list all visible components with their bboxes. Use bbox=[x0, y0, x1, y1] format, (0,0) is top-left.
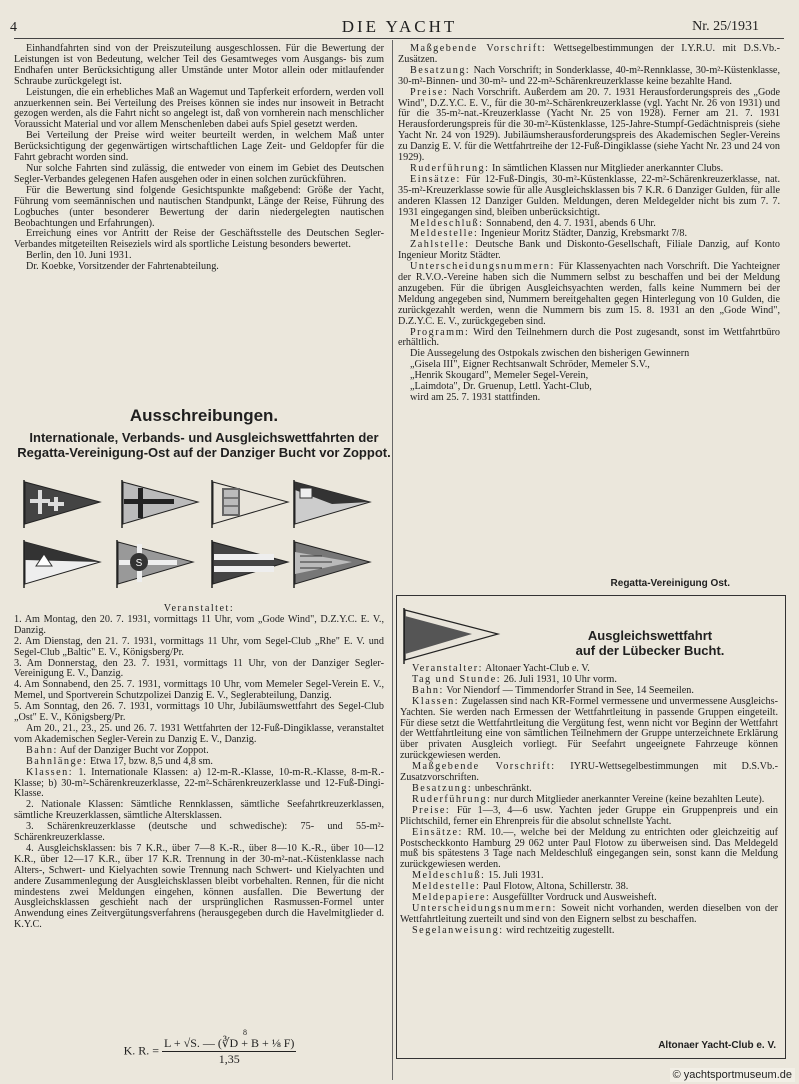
entry bbox=[400, 926, 778, 937]
event-item: 3. Am Donnerstag, den 23. 7. 1931, vormittags 11 Uhr, von der Danziger Segler-Vereinigung E. V., Danzig. bbox=[14, 657, 384, 680]
club-burgee-flag bbox=[22, 540, 102, 588]
entry-label: Zahlstelle: bbox=[410, 239, 470, 251]
club-burgee-flag bbox=[210, 540, 290, 588]
entry-text: Paul Flotow, Altona, Schillerstr. 38. bbox=[482, 881, 629, 893]
entry-label: Meldepapiere: bbox=[412, 892, 491, 904]
entry-text: nur durch Mitglieder anerkannter Vereine (keine bezahlten Leute). bbox=[494, 793, 765, 805]
luebeck-title bbox=[520, 628, 780, 658]
entry bbox=[400, 904, 778, 926]
paragraph: Bei Verteilung der Preise wird weiter beurteilt werden, in welchem Maß unter Berücksichtigung der gegenwärtigen wirtschaftlichen Lage Zeit- und Geldopfer für die Fahrt gebracht worden sind. bbox=[14, 130, 384, 164]
entry-text: Sonnabend, den 4. 7. 1931, abends 6 Uhr. bbox=[486, 217, 656, 229]
klassen-label: Klassen: bbox=[26, 766, 74, 778]
altonaer-burgee-flag bbox=[402, 608, 502, 664]
luebeck-title-line: Ausgleichswettfahrt bbox=[587, 628, 713, 643]
column-divider bbox=[392, 40, 393, 1080]
paragraph: Nur solche Fahrten sind zulässig, die entweder von einem im Gebiet des Deutschen Segler-Verbandes gelegenen Hafen ausgehen oder in einen solchen zurückführen. bbox=[14, 162, 384, 185]
entry-label: Programm: bbox=[410, 326, 470, 338]
entry-label: Maßgebende Vorschrift: bbox=[412, 761, 556, 773]
bahn-label: Bahn: bbox=[26, 744, 58, 756]
event-item: 1. Am Montag, den 20. 7. 1931, vormittags 11 Uhr, vom „Gode Wind", D.Z.Y.C. E. V., Danzig. bbox=[14, 613, 384, 636]
club-burgee-flag bbox=[292, 480, 372, 528]
entry-text: Ingenieur Moritz Städter, Danzig, Krebsmarkt 7/8. bbox=[480, 228, 688, 240]
paragraph: Einhandfahrten sind von der Preiszuteilung ausgeschlossen. Für die Bewertung der Leistungen ist von Bedeutung, welcher Teil des Gesamtweges vom Ausgangs- bis zum Endhafen unter Berücksichtigung aller Umstände unter Motor allein oder mitlaufender Schraube zurückgelegt ist. bbox=[14, 43, 384, 87]
formula-denominator: 1,35 bbox=[218, 1052, 240, 1066]
kr-formula bbox=[80, 1028, 340, 1067]
header-rule bbox=[14, 38, 784, 39]
entry-label: Besatzung: bbox=[412, 782, 473, 794]
entry-label: Meldeschluß: bbox=[412, 870, 486, 882]
entry-text: Wettsegelbestimmungen der I.Y.R.U. mit D.S.Vb.-Zusätzen. bbox=[398, 43, 780, 65]
entry-text: Nach Vorschrift; in Sonderklasse, 40-m²-Rennklasse, 30-m²-Küstenklasse, 30-m²-Binnen- und 30-m²- und 22-m²-Schärenkreuzerklasse keine bezahlte Hand. bbox=[398, 64, 780, 87]
ostpokal-yacht: „Henrik Skougard", Memeler Segel-Verein, bbox=[410, 370, 589, 382]
entry-label: Maßgebende Vorschrift: bbox=[410, 43, 547, 54]
club-burgee-flag bbox=[115, 540, 195, 588]
entry-label: Preise: bbox=[412, 804, 451, 816]
entry-text: Wird den Teilnehmern durch die Post zugesandt, sonst im Wettfahrtbüro erhältlich. bbox=[398, 326, 780, 349]
entry-text: Soweit nicht vorhanden, werden dieselben von der Wettfahrtleitung zuerteilt und sind von den Eignern selbst zu beschaffen. bbox=[400, 902, 778, 925]
event-item: 4. Am Sonnabend, den 25. 7. 1931, vormittags 10 Uhr, vom Memeler Segel-Verein E. V., Memel, und Sportverein Schutzpolizei Danzig E. V., Seglerabteilung, Danzig. bbox=[14, 679, 384, 702]
entry-label: Besatzung: bbox=[410, 64, 471, 76]
event-item: 2. Am Dienstag, den 21. 7. 1931, vormittags 11 Uhr, vom Segel-Club „Rhe" E. V. und Segel-Club „Baltic" E. V., Königsberg/Pr. bbox=[14, 635, 384, 658]
entry bbox=[398, 88, 780, 164]
entry bbox=[398, 262, 780, 327]
formula-numerator: L + √S. — (∛D + B + ⅛ F) bbox=[164, 1036, 295, 1050]
klassen-item: 3. Schärenkreuzerklasse (deutsche und schwedische): 75- und 55-m²-Schärenkreuzerklasse. bbox=[14, 821, 384, 844]
museum-watermark: © yachtsportmuseum.de bbox=[670, 1068, 795, 1082]
entry-text: Für Klassenyachten nach Vorschrift. Die Yachteigner der R.V.O.-Vereine haben sich die Nummern selbst zu beschaffen und bei der Meldung anzugeben. Für die übrigen Ausgleichsyachten werden, falls keine Nummern bei der Meldung angegeben sind, Nummern bereitgehalten gegen Hinterlegung von 10 Gulden, die zurückgezahlt werden, wenn die Nummern bis zum 15. 8. 1931 an den „Gode Wind", D.Z.Y.C. E. V., zurückgegeben sind. bbox=[398, 261, 780, 327]
entry-text: Für 1—3, 4—6 usw. Yachten jeder Gruppe ein Gruppenpreis und ein Plichtschild, ferner ein Ehrenpreis für die absolut schnellste Yacht. bbox=[400, 804, 779, 827]
club-burgee-flag bbox=[120, 480, 200, 528]
entry bbox=[398, 44, 780, 66]
entry-label: Unterscheidungsnummern: bbox=[410, 261, 555, 273]
paragraph: Erreichung eines vor Antritt der Reise der Geschäftsstelle des Deutschen Segler-Verbandes mitgeteilten Reiseziels wird als sportliche Leistung besonders bewertet. bbox=[14, 228, 384, 251]
entry-text: Altonaer Yacht-Club e. V. bbox=[484, 663, 590, 674]
bahnlaenge-text: Etwa 17, bzw. 8,5 und 4,8 sm. bbox=[89, 755, 213, 767]
ostpokal-yacht: „Laimdota", Dr. Gruenup, Lettl. Yacht-Club, bbox=[410, 381, 592, 393]
entry-label: Ruderführung: bbox=[412, 793, 492, 805]
entry-text: Vor Niendorf — Timmendorfer Strand in See, 14 Seemeilen. bbox=[446, 684, 694, 696]
formula-exponent: 8 bbox=[243, 1028, 247, 1037]
entry-label: Tag und Stunde: bbox=[412, 673, 502, 685]
klassen-item: 2. Nationale Klassen: Sämtliche Rennklassen, sämtliche Seefahrtkreuzerklassen, sämtliche Kreuzerklassen, sämtliche Altersklassen. bbox=[14, 799, 384, 822]
altonaer-signature: Altonaer Yacht-Club e. V. bbox=[658, 1040, 776, 1051]
formula-lhs: K. R. = bbox=[123, 1043, 159, 1058]
page-number: 4 bbox=[10, 20, 17, 35]
left-events-text bbox=[14, 604, 384, 931]
right-regatta-text bbox=[398, 44, 780, 404]
running-title: DIE YACHT bbox=[341, 17, 458, 36]
club-burgee-flag bbox=[210, 480, 290, 528]
klassen-item: 4. Ausgleichsklassen: bis 7 K.R., über 7—8 K.-R., über 8—10 K.-R., über 10—12 K.R., über 12—17 K.R., über 17 K.R. Trennung in der 30-m²-nat.-Küstenklasse nach Alters-, Schwert- und Kielyachten sowie Trennung nach Schwert- und Kielyachten und andere Zusammenlegung der Ausgleichsklassen bleibt vorbehalten. Rennen, für die nicht mindestens zwei Meldungen eingehen, können ausfallen. Die Bewertung der Ausgleichsklassen geschieht nach der ursprünglichen Rasmussen-Formel unter Anwendung eines Zeitvergütungsverfahrens (herausgegeben durch die Havelmitglieder d. K.Y.C. bbox=[14, 842, 384, 931]
entry bbox=[398, 175, 780, 219]
left-intro-text bbox=[14, 44, 384, 273]
klassen-item: 1. Internationale Klassen: a) 12-m-R.-Klasse, 10-m-R.-Klasse, 8-m-R.-Klasse; b) 30-m²-Schärenkreuzerklasse, 22-m²-Schärenkreuzerklasse und 12-Fuß-Dingi-Klasse. bbox=[14, 766, 385, 800]
entry-text: wird rechtzeitig zugestellt. bbox=[506, 924, 615, 936]
luebeck-text bbox=[400, 664, 778, 937]
paragraph: Leistungen, die ein erhebliches Maß an Wagemut und Tapferkeit erfordern, werden voll anzuerkennen sein. Bei Verteilung des Preises können sie indes nur insoweit in Betracht gezogen werden, als die Fahrt nicht so angelegt ist, daß von vornherein nach menschlicher Voraussicht Material und vor allem Menschenleben dabei aufs Spiel gesetzt werden. bbox=[14, 86, 384, 131]
entry-text: Für 12-Fuß-Dingis, 30-m²-Küstenklasse, 22-m²-Schärenkreuzerklasse, nat. 35-m²-Kreuzerklasse sowie für alle Ausgleichsklassen bis 7 K.R. 6 Danziger Gulden, für alle anderen Klassen 12 Danziger Gulden. Meldungen, deren Meldegelder nicht bis zum 7. 7. 1931 eingegangen sind, bleiben unberücksichtigt. bbox=[398, 173, 781, 218]
ostpokal-end: wird am 25. 7. 1931 stattfinden. bbox=[410, 392, 541, 403]
entry-text: Zugelassen sind nach KR-Formel vermessene und unvermessene Ausgleichs-Yachten. Sie werden nach Ermessen der Wettfahrtleitung in passende Gruppen eingeteilt. Für diese setzt die Wettfahrtleitung die Vergütung fest, wenn nicht vor Beginn der Wettfahrt der Wettfahrtleitung eine von sämtlichen Teilnehmern der Gruppe unterzeichnete Erklärung über privaten Ausgleich vorliegt. Für Seefahrt ungeeignete Fahrzeuge können zurückgewiesen werden. bbox=[400, 695, 778, 762]
entry bbox=[398, 328, 780, 350]
klassen-entry bbox=[14, 768, 384, 801]
entry-label: Unterscheidungsnummern: bbox=[412, 902, 557, 914]
entry-label: Bahn: bbox=[412, 684, 444, 696]
entry bbox=[400, 697, 778, 762]
entry-text: Nach Vorschrift. Außerdem am 20. 7. 1931 Herausforderungspreis des „Gode Wind", D.Z.Y.C. E. V., für die 30-m²-Schärenkreuzerklasse (vgl. Yacht Nr. 26 von 1931) und für die 35-m²-nat.-Kreuzerklasse (Yacht Nr. 25 von 1928). Ferner am 21. 7. 1931 Herausforderungspreis für die 30-m²-Küstenklasse, 125-Jahre-Stumpf-Gedächtnispreis (siehe Yacht Nr. 24 von 1929). Jubiläumsherausforderungspreis des Akademischen Segler-Vereins zu Danzig E. V. für die Wettfahrtreihe der 12-Fuß-Dingiklasse (siehe Yacht Nr. 23 und 24 von 1929). bbox=[398, 86, 781, 164]
section-title: Ausschreibungen. bbox=[129, 406, 279, 425]
event-item: 5. Am Sonntag, den 26. 7. 1931, vormittags 10 Uhr, Jubiläumswettfahrt des Segel-Club „Ost" E. V., Königsberg/Pr. bbox=[14, 701, 384, 724]
signature-koebke: Dr. Koebke, Vorsitzender der Fahrtenabteilung. bbox=[26, 261, 219, 273]
entry-text: In sämtlichen Klassen nur Mitglieder anerkannter Clubs. bbox=[492, 162, 724, 174]
entry bbox=[398, 240, 780, 262]
entry-text: 26. Juli 1931, 10 Uhr vorm. bbox=[503, 673, 617, 685]
entry-label: Segelanweisung: bbox=[412, 924, 504, 936]
entry-label: Einsätze: bbox=[410, 173, 461, 185]
entry bbox=[398, 66, 780, 88]
entry-text: RM. 10.—, welche bei der Meldung zu entrichten oder gleichzeitig auf Postscheckkonto Hamburg 29 062 unter Paul Flotow zu überweisen sind. Das Meldegeld muß bis spätestens 3 Tage nach Meldeschluß eingegangen sein, sonst kann die Meldung zurückgewiesen werden. bbox=[400, 826, 778, 871]
place-date: Berlin, den 10. Juni 1931. bbox=[26, 250, 132, 262]
veranstaltet-label: Veranstaltet: bbox=[163, 603, 235, 614]
entry bbox=[400, 828, 778, 872]
entry-text: Ausgefüllter Vordruck und Ausweisheft. bbox=[492, 892, 657, 904]
club-burgee-flag bbox=[292, 540, 372, 588]
club-burgee-flag bbox=[22, 480, 102, 528]
section-subtitle: Internationale, Verbands- und Ausgleichswettfahrten der Regatta-Vereinigung-Ost auf der Danziger Bucht vor Zoppot. bbox=[17, 430, 391, 460]
entry bbox=[400, 806, 778, 828]
ostpokal-yacht: „Gisela III", Eigner Rechtsanwalt Schröder, Memeler S.V., bbox=[410, 359, 650, 371]
regatta-signature: Regatta-Vereinigung Ost. bbox=[610, 578, 730, 589]
entry-label: Einsätze: bbox=[412, 826, 463, 838]
bahnlaenge-label: Bahnlänge: bbox=[26, 755, 88, 767]
entry-label: Ruderführung: bbox=[410, 162, 490, 174]
entry-label: Meldestelle: bbox=[410, 228, 479, 240]
svg-text:S: S bbox=[135, 558, 143, 569]
ostpokal-intro: Die Aussegelung des Ostpokals zwischen den bisherigen Gewinnern bbox=[410, 348, 690, 360]
luebeck-title-line: auf der Lübecker Bucht. bbox=[575, 643, 725, 658]
entry bbox=[400, 762, 778, 784]
issue-number: Nr. 25/1931 bbox=[692, 19, 759, 34]
paragraph: Für die Bewertung sind folgende Gesichtspunkte maßgebend: Größe der Yacht, Führung vom seemännischen und nautischen Standpunkt, Länge der Reise, Führung des Logbuches (unter besonderer Bewertung der darin niedergelegten nautischen Beobachtungen und Erfahrungen). bbox=[14, 184, 384, 229]
entry-label: Veranstalter: bbox=[412, 663, 483, 674]
entry-text: unbeschränkt. bbox=[474, 782, 532, 794]
entry-label: Meldestelle: bbox=[412, 881, 481, 893]
entry-label: Klassen: bbox=[412, 695, 460, 707]
entry-text: Deutsche Bank und Diskonto-Gesellschaft, Filiale Danzig, auf Konto Ingenieur Moritz Städter. bbox=[398, 239, 781, 262]
bahn-text: Auf der Danziger Bucht vor Zoppot. bbox=[59, 744, 209, 756]
dingi-note: Am 20., 21., 23., 25. und 26. 7. 1931 Wettfahrten der 12-Fuß-Dingiklasse, veranstaltet vom Akademischen Segler-Verein zu Danzig E. V., Danzig. bbox=[14, 722, 384, 745]
entry-text: IYRU-Wettsegelbestimmungen mit D.S.Vb.-Zusatzvorschriften. bbox=[400, 761, 778, 784]
entry-label: Preise: bbox=[410, 86, 449, 98]
entry-text: 15. Juli 1931. bbox=[488, 870, 544, 882]
entry-label: Meldeschluß: bbox=[410, 217, 484, 229]
